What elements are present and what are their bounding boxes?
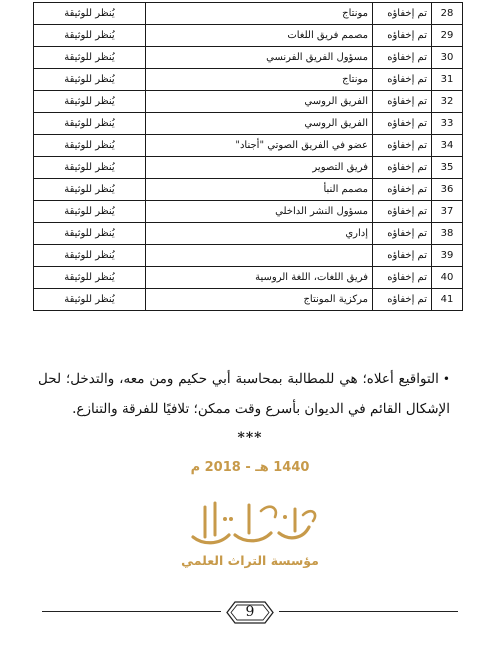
row-role: مركزية المونتاج <box>146 289 373 311</box>
row-role: مصمم فريق اللغات <box>146 25 373 47</box>
row-number: 29 <box>432 25 463 47</box>
row-note: يُنظر للوثيقة <box>34 201 146 223</box>
row-role: فريق اللغات، اللغة الروسية <box>146 267 373 289</box>
table-row <box>34 245 463 267</box>
row-number: 33 <box>432 113 463 135</box>
bullet-icon: • <box>442 372 450 386</box>
row-note: يُنظر للوثيقة <box>34 179 146 201</box>
row-status: تم إخفاؤه <box>373 289 432 311</box>
table-row <box>34 69 463 91</box>
row-status: تم إخفاؤه <box>373 245 432 267</box>
row-status: تم إخفاؤه <box>373 223 432 245</box>
table-row <box>34 91 463 113</box>
row-note: يُنظر للوثيقة <box>34 267 146 289</box>
row-number: 36 <box>432 179 463 201</box>
table-row <box>34 201 463 223</box>
row-status: تم إخفاؤه <box>373 69 432 91</box>
row-note: يُنظر للوثيقة <box>34 157 146 179</box>
row-note: يُنظر للوثيقة <box>34 3 146 25</box>
row-status: تم إخفاؤه <box>373 135 432 157</box>
row-role: عضو في الفريق الصوتي "أجناد" <box>146 135 373 157</box>
table-row <box>34 135 463 157</box>
row-number: 41 <box>432 289 463 311</box>
row-status: تم إخفاؤه <box>373 25 432 47</box>
row-role: فريق التصوير <box>146 157 373 179</box>
row-note: يُنظر للوثيقة <box>34 135 146 157</box>
table-row <box>34 267 463 289</box>
row-note: يُنظر للوثيقة <box>34 69 146 91</box>
row-role: مسؤول الفريق الفرنسي <box>146 47 373 69</box>
table-row <box>34 289 463 311</box>
row-number: 39 <box>432 245 463 267</box>
row-role: الفريق الروسي <box>146 113 373 135</box>
row-status: تم إخفاؤه <box>373 267 432 289</box>
row-role: مصمم النبأ <box>146 179 373 201</box>
row-role <box>146 245 373 267</box>
page-number: 9 <box>245 604 255 620</box>
signatories-table <box>33 2 463 311</box>
row-number: 31 <box>432 69 463 91</box>
publication-date: 1440 هـ - 2018 م <box>190 460 310 475</box>
row-number: 32 <box>432 91 463 113</box>
row-role: الفريق الروسي <box>146 91 373 113</box>
row-role: مونتاج <box>146 3 373 25</box>
row-status: تم إخفاؤه <box>373 91 432 113</box>
organization-name: مؤسسة التراث العلمي <box>181 553 319 568</box>
table-row <box>34 25 463 47</box>
row-status: تم إخفاؤه <box>373 157 432 179</box>
closing-paragraph-text: التواقيع أعلاه؛ هي للمطالبة بمحاسبة أبي حكيم ومن معه، والتدخل؛ لحل الإشكال القائم في الديوان بأسرع وقت ممكن؛ تلافيًا للفرقة والتنازع. <box>38 371 450 417</box>
row-note: يُنظر للوثيقة <box>34 289 146 311</box>
row-number: 37 <box>432 201 463 223</box>
row-number: 34 <box>432 135 463 157</box>
row-role: مونتاج <box>146 69 373 91</box>
table-row <box>34 179 463 201</box>
table-row <box>34 223 463 245</box>
table-row <box>34 157 463 179</box>
row-status: تم إخفاؤه <box>373 113 432 135</box>
row-role: إداري <box>146 223 373 245</box>
row-status: تم إخفاؤه <box>373 201 432 223</box>
table-body <box>34 3 463 311</box>
row-number: 40 <box>432 267 463 289</box>
table-row <box>34 113 463 135</box>
page-number-badge <box>221 599 279 626</box>
row-note: يُنظر للوثيقة <box>34 223 146 245</box>
section-separator: *** <box>237 430 263 446</box>
table-row <box>34 47 463 69</box>
row-number: 30 <box>432 47 463 69</box>
row-number: 28 <box>432 3 463 25</box>
row-note: يُنظر للوثيقة <box>34 113 146 135</box>
table-row <box>34 3 463 25</box>
row-number: 38 <box>432 223 463 245</box>
closing-paragraph <box>38 364 450 424</box>
row-status: تم إخفاؤه <box>373 3 432 25</box>
row-note: يُنظر للوثيقة <box>34 47 146 69</box>
row-note: يُنظر للوثيقة <box>34 245 146 267</box>
row-note: يُنظر للوثيقة <box>34 91 146 113</box>
row-status: تم إخفاؤه <box>373 179 432 201</box>
row-note: يُنظر للوثيقة <box>34 25 146 47</box>
row-status: تم إخفاؤه <box>373 47 432 69</box>
row-number: 35 <box>432 157 463 179</box>
row-role: مسؤول النشر الداخلي <box>146 201 373 223</box>
